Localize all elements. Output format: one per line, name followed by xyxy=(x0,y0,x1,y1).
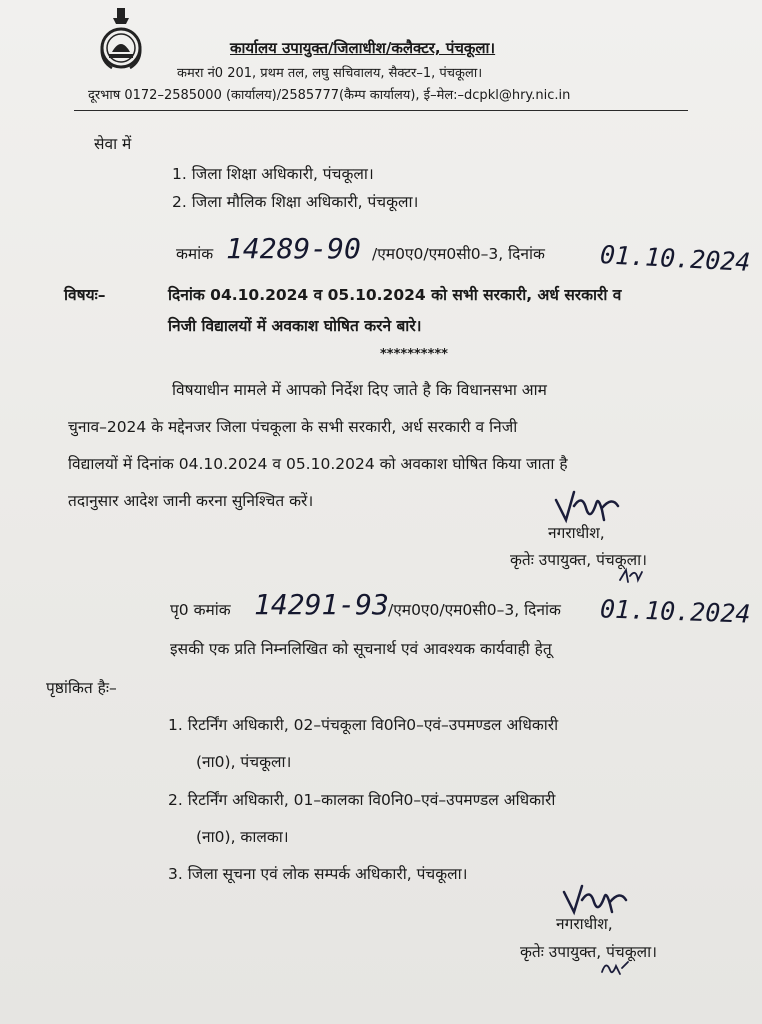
emblem-icon xyxy=(96,6,146,76)
endorsement-intro-cont: पृष्ठांकित हैः– xyxy=(46,679,117,697)
body-line: चुनाव–2024 के मद्देनजर जिला पंचकूला के सभी सरकारी, अर्ध सरकारी व निजी xyxy=(68,418,518,436)
office-title: कार्यालय उपायुक्त/जिलाधीश/कलैक्टर, पंचकूला। xyxy=(230,39,496,57)
endorsement-ref-number-handwritten: 14291-93 xyxy=(254,588,389,621)
copy-item: 3. जिला सूचना एवं लोक सम्पर्क अधिकारी, पंचकूला। xyxy=(168,865,468,883)
signatory-title: नगराधीश, xyxy=(556,915,613,933)
office-contact: दूरभाष 0172–2585000 (कार्यालय)/2585777(कैम्प कार्यालय), ई–मेल:–dcpkl@hry.nic.in xyxy=(88,88,571,103)
signatory-title: नगराधीश, xyxy=(548,524,605,542)
body-line: विद्यालयों में दिनांक 04.10.2024 व 05.10.2024 को अवकाश घोषित किया जाता है xyxy=(68,455,568,473)
endorsement-ref-code: /एम0ए0/एम0सी0–3, दिनांक xyxy=(388,601,561,619)
initials-image xyxy=(600,958,632,978)
salutation: सेवा में xyxy=(94,135,132,153)
body-line: विषयाधीन मामले में आपको निर्देश दिए जाते है कि विधानसभा आम xyxy=(172,381,547,399)
ref-code: /एम0ए0/एम0सी0–3, दिनांक xyxy=(372,245,545,263)
copy-item: 2. रिटर्निंग अधिकारी, 01–कालका वि0नि0–एवं–उपमण्डल अधिकारी xyxy=(168,791,556,809)
recipient-item: 2. जिला मौलिक शिक्षा अधिकारी, पंचकूला। xyxy=(172,193,419,211)
initials-image xyxy=(618,566,648,586)
copy-item-cont: (ना0), पंचकूला। xyxy=(196,753,292,771)
ref-label: कमांक xyxy=(176,245,214,263)
header-divider xyxy=(74,110,688,111)
subject-label: विषयः– xyxy=(64,286,106,304)
ref-date-handwritten: 01.10.2024 xyxy=(599,240,752,277)
recipient-item: 1. जिला शिक्षा अधिकारी, पंचकूला। xyxy=(172,165,374,183)
ref-number-handwritten: 14289-90 xyxy=(226,232,361,265)
copy-item: 1. रिटर्निंग अधिकारी, 02–पंचकूला वि0नि0–एवं–उपमण्डल अधिकारी xyxy=(168,716,559,734)
subject-line: दिनांक 04.10.2024 व 05.10.2024 को सभी सरकारी, अर्ध सरकारी व xyxy=(168,286,622,304)
body-line: तदानुसार आदेश जानी करना सुनिश्चित करें। xyxy=(68,492,314,510)
subject-line: निजी विद्यालयों में अवकाश घोषित करने बारे। xyxy=(168,317,422,335)
signatory-for: कृतेः उपायुक्त, पंचकूला। xyxy=(510,551,648,569)
signatory-for: कृतेः उपायुक्त, पंचकूला। xyxy=(520,943,658,961)
copy-item-cont: (ना0), कालका। xyxy=(196,828,289,846)
separator: ********** xyxy=(380,347,448,362)
endorsement-ref-date-handwritten: 01.10.2024 xyxy=(599,594,751,629)
office-address: कमरा नं0 201, प्रथम तल, लघु सचिवालय, सैक्टर–1, पंचकूला। xyxy=(177,66,483,81)
endorsement-ref-label: पृ0 कमांक xyxy=(170,601,231,619)
endorsement-intro: इसकी एक प्रति निम्नलिखित को सूचनार्थ एवं आवश्यक कार्यवाही हेतू xyxy=(170,640,552,658)
